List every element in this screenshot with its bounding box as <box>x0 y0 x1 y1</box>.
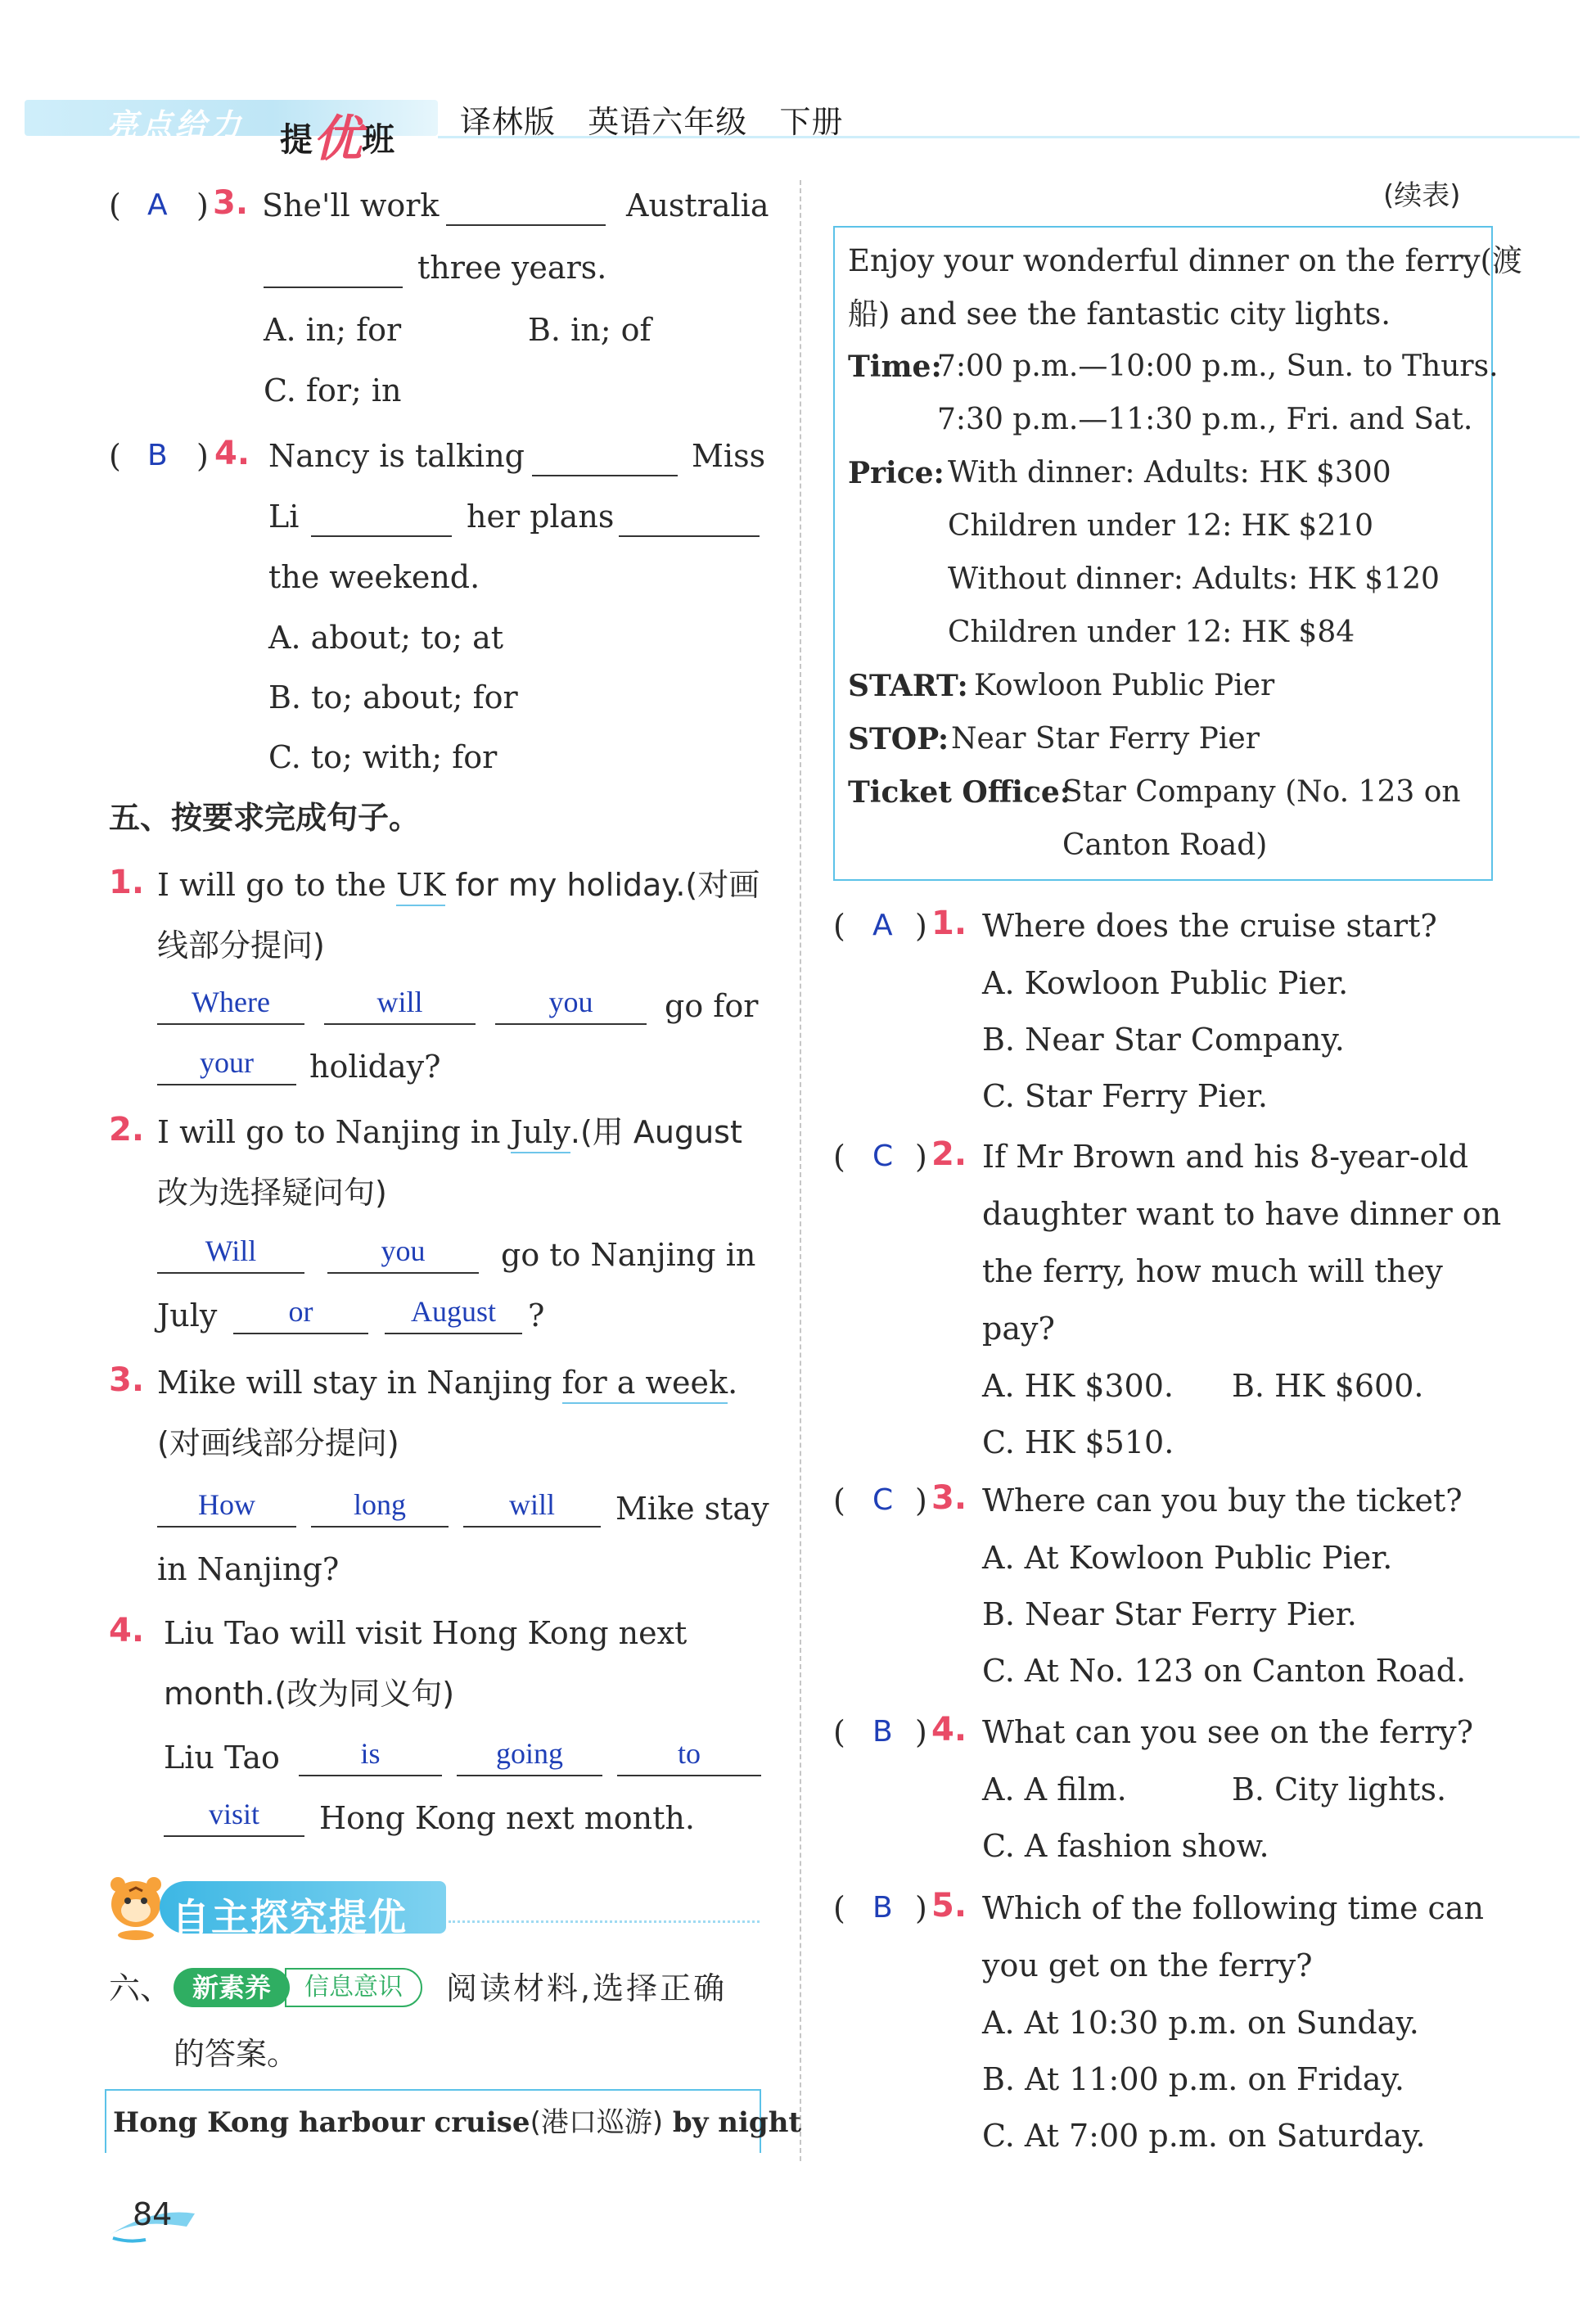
paren-left: ( <box>109 187 121 223</box>
option-c: C. to; with; for <box>268 739 498 775</box>
question-number: 5. <box>931 1887 967 1925</box>
option-b: B. At 11:00 p.m. on Friday. <box>982 2061 1404 2097</box>
answer-blank <box>164 1835 304 1837</box>
paren-left: ( <box>833 908 845 944</box>
question-text: the weekend. <box>268 559 480 595</box>
filled-answer: long <box>353 1488 406 1521</box>
header-edition: 译林版 <box>460 104 557 140</box>
option-b: B. to; about; for <box>268 679 518 715</box>
column-divider <box>800 180 801 2161</box>
item-number: 1. <box>109 864 145 901</box>
paren-right: ) <box>196 187 209 223</box>
new-literacy-badge: 新素养 <box>174 1968 290 2007</box>
question-text: Which of the following time can <box>982 1890 1484 1926</box>
question-text: pay? <box>982 1311 1055 1347</box>
answer-choice: A <box>872 909 893 942</box>
text-part: Mike will stay in Nanjing <box>157 1365 552 1401</box>
question-text: What can you see on the ferry? <box>982 1714 1473 1750</box>
page-header <box>25 88 1580 168</box>
sentence-text: go to Nanjing in <box>501 1237 756 1273</box>
header-brand <box>280 95 394 168</box>
option-b: B. City lights. <box>1232 1771 1447 1807</box>
answer-blank <box>324 1023 476 1025</box>
option-a: A. At Kowloon Public Pier. <box>982 1540 1393 1576</box>
header-grade: 英语六年级 <box>588 104 748 140</box>
filled-answer: is <box>360 1737 381 1770</box>
continued-label: (续表) <box>1383 179 1461 212</box>
stop-value: Near Star Ferry Pier <box>951 722 1260 756</box>
section-6-instruction: 的答案。 <box>174 2036 299 2072</box>
text-part: for my holiday.(对画 <box>455 867 760 903</box>
question-number: 1. <box>931 905 967 942</box>
header-publication <box>460 97 844 142</box>
question-text: Miss <box>692 438 766 474</box>
item-number: 3. <box>109 1361 145 1399</box>
question-number: 2. <box>931 1135 967 1173</box>
question-text: daughter want to have dinner on <box>982 1196 1502 1232</box>
paren-left: ( <box>109 438 121 474</box>
paren-left: ( <box>833 1890 845 1926</box>
sentence-text: in Nanjing? <box>157 1551 340 1587</box>
filled-answer: going <box>495 1737 563 1770</box>
answer-blank <box>299 1775 442 1776</box>
answer-blank <box>446 224 606 226</box>
price-label: Price: <box>848 456 945 490</box>
header-tag: 亮点给力 <box>106 107 245 143</box>
text-part: . <box>728 1365 738 1401</box>
option-c: C. HK $510. <box>982 1424 1174 1460</box>
paren-right: ) <box>915 1890 927 1926</box>
sentence-line <box>157 1114 742 1150</box>
time-value: 7:00 p.m.—10:00 p.m., Sun. to Thurs. <box>937 350 1499 383</box>
question-number: 4. <box>214 435 250 472</box>
filled-answer: you <box>381 1234 426 1267</box>
question-text: Australia <box>626 187 769 223</box>
answer-blank <box>463 1526 601 1528</box>
sentence-line <box>157 867 760 903</box>
filled-answer: visit <box>208 1798 259 1830</box>
question-text: She'll work <box>262 187 440 223</box>
paren-left: ( <box>833 1139 845 1175</box>
option-c: C. At 7:00 p.m. on Saturday. <box>982 2118 1426 2154</box>
tiger-mascot-icon <box>105 1866 167 1940</box>
filled-answer: or <box>288 1295 313 1328</box>
option-a: A. HK $300. <box>982 1368 1174 1404</box>
paren-right: ) <box>915 1139 927 1175</box>
brand-big: 优 <box>313 111 362 168</box>
answer-blank <box>619 535 760 537</box>
item-number: 2. <box>109 1111 145 1148</box>
answer-blank <box>157 1526 296 1528</box>
option-b: B. Near Star Ferry Pier. <box>982 1596 1357 1632</box>
option-c: C. for; in <box>264 372 402 408</box>
instruction: 线部分提问) <box>157 927 325 963</box>
answer-blank <box>532 475 678 476</box>
sentence-line: Liu Tao will visit Hong Kong next <box>164 1615 688 1651</box>
text-part: I will go to the <box>157 867 386 903</box>
ticket-office-value: Star Company (No. 123 on <box>1062 775 1461 809</box>
sentence-line <box>157 1365 738 1401</box>
answer-blank <box>264 287 403 288</box>
answer-blank <box>157 1084 296 1085</box>
info-awareness-badge: 信息意识 <box>285 1968 422 2007</box>
brand-post: 班 <box>362 121 394 159</box>
sentence-text: ? <box>528 1297 545 1334</box>
answer-blank <box>385 1333 522 1334</box>
option-a: A. A film. <box>982 1771 1127 1807</box>
sentence-text: go for <box>665 988 759 1024</box>
info-line: 船) and see the fantastic city lights. <box>848 296 1391 332</box>
answer-blank <box>157 1272 304 1274</box>
page-number: 84 <box>133 2196 173 2232</box>
price-value: Children under 12: HK $84 <box>948 616 1355 649</box>
price-value: Children under 12: HK $210 <box>948 509 1374 543</box>
question-text: Nancy is talking <box>268 438 525 474</box>
question-text: If Mr Brown and his 8-year-old <box>982 1139 1469 1175</box>
time-value: 7:30 p.m.—11:30 p.m., Fri. and Sat. <box>937 403 1473 436</box>
question-number: 4. <box>931 1711 967 1749</box>
question-text: three years. <box>417 250 607 286</box>
answer-choice: C <box>872 1139 894 1173</box>
answer-choice: A <box>147 188 168 222</box>
question-text: Li <box>268 499 300 535</box>
filled-answer: to <box>677 1737 701 1770</box>
filled-answer: will <box>508 1488 555 1521</box>
answer-blank <box>617 1775 761 1776</box>
option-c: C. A fashion show. <box>982 1828 1269 1864</box>
answer-choice: B <box>147 439 168 472</box>
answer-blank <box>457 1775 602 1776</box>
instruction: month.(改为同义句) <box>164 1676 455 1712</box>
answer-blank <box>311 535 452 537</box>
section-6-number: 六、 <box>109 1970 172 2006</box>
paren-left: ( <box>833 1482 845 1519</box>
option-a: A. Kowloon Public Pier. <box>982 965 1349 1001</box>
sentence-text: holiday? <box>309 1049 441 1085</box>
instruction: 改为选择疑问句) <box>157 1175 387 1211</box>
filled-answer: How <box>198 1488 255 1521</box>
option-b: B. HK $600. <box>1232 1368 1424 1404</box>
text-part: .(用 August <box>570 1114 742 1150</box>
answer-blank <box>233 1333 368 1334</box>
underlined-part: for a week <box>562 1365 728 1404</box>
answer-blank <box>157 1023 304 1025</box>
instruction: (对画线部分提问) <box>157 1425 399 1461</box>
reading-box-title <box>113 2106 802 2139</box>
sentence-text: Hong Kong next month. <box>319 1800 695 1836</box>
filled-answer: you <box>548 986 593 1018</box>
start-value: Kowloon Public Pier <box>974 669 1275 702</box>
start-label: START: <box>848 669 968 703</box>
info-line: Enjoy your wonderful dinner on the ferry(渡 <box>848 243 1522 278</box>
filled-answer: August <box>410 1295 496 1328</box>
answer-choice: B <box>872 1891 893 1925</box>
paren-left: ( <box>833 1714 845 1750</box>
answer-blank <box>495 1023 647 1025</box>
question-text: Where can you buy the ticket? <box>982 1482 1463 1519</box>
sentence-text: Liu Tao <box>164 1740 280 1776</box>
question-number: 3. <box>931 1479 967 1517</box>
question-text: Where does the cruise start? <box>982 908 1437 944</box>
filled-answer: Will <box>205 1234 257 1267</box>
paren-right: ) <box>915 1482 927 1519</box>
paren-right: ) <box>915 1714 927 1750</box>
underlined-part: July <box>511 1114 570 1153</box>
answer-choice: C <box>872 1483 894 1517</box>
header-volume: 下册 <box>779 104 844 140</box>
option-c: C. At No. 123 on Canton Road. <box>982 1653 1467 1689</box>
banner-dotted-line <box>449 1920 760 1923</box>
title-part: Hong Kong harbour cruise <box>113 2106 530 2139</box>
answer-choice: B <box>872 1715 893 1749</box>
item-number: 4. <box>109 1612 145 1649</box>
section-6-instruction: 阅读材料,选择正确 <box>446 1970 728 2006</box>
title-part: by night <box>663 2106 802 2139</box>
question-number: 3. <box>213 184 249 222</box>
option-a: A. in; for <box>264 312 402 348</box>
paren-right: ) <box>196 438 209 474</box>
price-value: Without dinner: Adults: HK $120 <box>948 562 1440 596</box>
ticket-office-value: Canton Road) <box>1062 828 1268 862</box>
title-part: (港口巡游) <box>530 2106 664 2139</box>
option-b: B. in; of <box>528 312 651 348</box>
paren-right: ) <box>915 908 927 944</box>
question-text: you get on the ferry? <box>982 1947 1313 1983</box>
filled-answer: Where <box>192 986 270 1018</box>
option-c: C. Star Ferry Pier. <box>982 1078 1269 1114</box>
price-value: With dinner: Adults: HK $300 <box>948 456 1391 490</box>
stop-label: STOP: <box>848 722 949 756</box>
text-part: I will go to Nanjing in <box>157 1114 501 1150</box>
filled-answer: will <box>376 986 423 1018</box>
option-a: A. about; to; at <box>268 620 504 656</box>
answer-blank <box>327 1272 479 1274</box>
filled-answer: your <box>200 1046 254 1079</box>
sentence-text: July <box>157 1297 218 1334</box>
brand-pre: 提 <box>280 121 313 159</box>
question-text: her plans <box>467 499 615 535</box>
option-b: B. Near Star Company. <box>982 1022 1345 1058</box>
question-text: the ferry, how much will they <box>982 1253 1443 1289</box>
option-a: A. At 10:30 p.m. on Sunday. <box>982 2005 1419 2041</box>
underlined-part: UK <box>396 867 445 906</box>
time-label: Time: <box>848 350 942 384</box>
sentence-text: Mike stay <box>615 1491 769 1527</box>
ticket-office-label: Ticket Office: <box>848 775 1071 810</box>
banner-title: 自主探究提优 <box>172 1895 408 1939</box>
section-5-title: 五、按要求完成句子。 <box>109 800 421 836</box>
answer-blank <box>311 1526 449 1528</box>
